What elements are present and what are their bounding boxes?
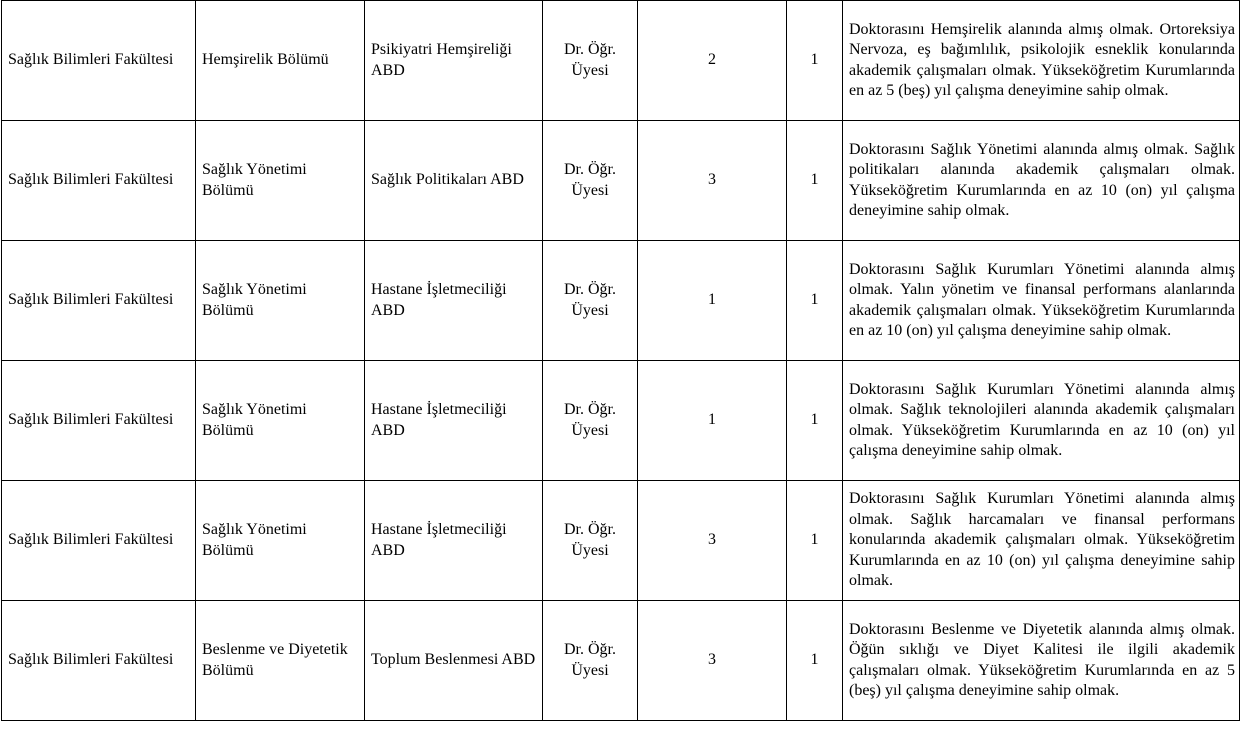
department-cell: Sağlık Yönetimi Bölümü <box>196 121 365 241</box>
department-cell: Sağlık Yönetimi Bölümü <box>196 481 365 601</box>
degree-cell: 1 <box>638 241 787 361</box>
faculty-cell: Sağlık Bilimleri Fakültesi <box>2 481 196 601</box>
degree-cell: 3 <box>638 601 787 721</box>
requirements-cell: Doktorasını Sağlık Kurumları Yönetimi alanında almış olmak. Sağlık harcamaları ve finansal performans konularında akademik çalışmaları olmak. Yükseköğretim Kurumlarında en az 10 (on) yıl çalışma deneyimine sahip olmak. <box>843 481 1240 601</box>
department-cell: Sağlık Yönetimi Bölümü <box>196 361 365 481</box>
table-row <box>2 241 1240 361</box>
table-row <box>2 121 1240 241</box>
degree-cell: 2 <box>638 1 787 121</box>
title-cell: Dr. Öğr. Üyesi <box>543 121 638 241</box>
table-row <box>2 481 1240 601</box>
count-cell: 1 <box>787 1 843 121</box>
faculty-cell: Sağlık Bilimleri Fakültesi <box>2 121 196 241</box>
count-cell: 1 <box>787 241 843 361</box>
title-cell: Dr. Öğr. Üyesi <box>543 1 638 121</box>
faculty-cell: Sağlık Bilimleri Fakültesi <box>2 241 196 361</box>
division-cell: Sağlık Politikaları ABD <box>365 121 543 241</box>
faculty-cell: Sağlık Bilimleri Fakültesi <box>2 361 196 481</box>
degree-cell: 1 <box>638 361 787 481</box>
title-cell: Dr. Öğr. Üyesi <box>543 241 638 361</box>
count-cell: 1 <box>787 481 843 601</box>
count-cell: 1 <box>787 601 843 721</box>
department-cell: Hemşirelik Bölümü <box>196 1 365 121</box>
division-cell: Hastane İşletmeciliği ABD <box>365 241 543 361</box>
department-cell: Sağlık Yönetimi Bölümü <box>196 241 365 361</box>
table-row <box>2 601 1240 721</box>
title-cell: Dr. Öğr. Üyesi <box>543 481 638 601</box>
requirements-cell: Doktorasını Beslenme ve Diyetetik alanında almış olmak. Öğün sıklığı ve Diyet Kalitesi ile ilgili akademik çalışmaları olmak. Yükseköğretim Kurumlarında en az 5 (beş) yıl çalışma deneyimine sahip olmak. <box>843 601 1240 721</box>
department-cell: Beslenme ve Diyetetik Bölümü <box>196 601 365 721</box>
division-cell: Toplum Beslenmesi ABD <box>365 601 543 721</box>
division-cell: Psikiyatri Hemşireliği ABD <box>365 1 543 121</box>
title-cell: Dr. Öğr. Üyesi <box>543 361 638 481</box>
division-cell: Hastane İşletmeciliği ABD <box>365 481 543 601</box>
degree-cell: 3 <box>638 481 787 601</box>
title-cell: Dr. Öğr. Üyesi <box>543 601 638 721</box>
requirements-cell: Doktorasını Sağlık Kurumları Yönetimi alanında almış olmak. Sağlık teknolojileri alanında akademik çalışmaları olmak. Yükseköğretim Kurumlarında en az 10 (on) yıl çalışma deneyimine sahip olmak. <box>843 361 1240 481</box>
requirements-cell: Doktorasını Sağlık Yönetimi alanında almış olmak. Sağlık politikaları alanında akademik çalışmaları olmak. Yükseköğretim Kurumlarında en az 10 (on) yıl çalışma deneyimine sahip olmak. <box>843 121 1240 241</box>
requirements-cell: Doktorasını Sağlık Kurumları Yönetimi alanında almış olmak. Yalın yönetim ve finansal performans alanlarında akademik çalışmaları olmak. Yükseköğretim Kurumlarında en az 10 (on) yıl çalışma deneyimine sahip olmak. <box>843 241 1240 361</box>
table-row <box>2 361 1240 481</box>
degree-cell: 3 <box>638 121 787 241</box>
count-cell: 1 <box>787 361 843 481</box>
count-cell: 1 <box>787 121 843 241</box>
faculty-cell: Sağlık Bilimleri Fakültesi <box>2 1 196 121</box>
requirements-cell: Doktorasını Hemşirelik alanında almış olmak. Ortoreksiya Nervoza, eş bağımlılık, psikolojik esneklik konularında akademik çalışmaları olmak. Yükseköğretim Kurumlarında en az 5 (beş) yıl çalışma deneyimine sahip olmak. <box>843 1 1240 121</box>
table-row <box>2 1 1240 121</box>
positions-table <box>1 0 1240 721</box>
faculty-cell: Sağlık Bilimleri Fakültesi <box>2 601 196 721</box>
division-cell: Hastane İşletmeciliği ABD <box>365 361 543 481</box>
